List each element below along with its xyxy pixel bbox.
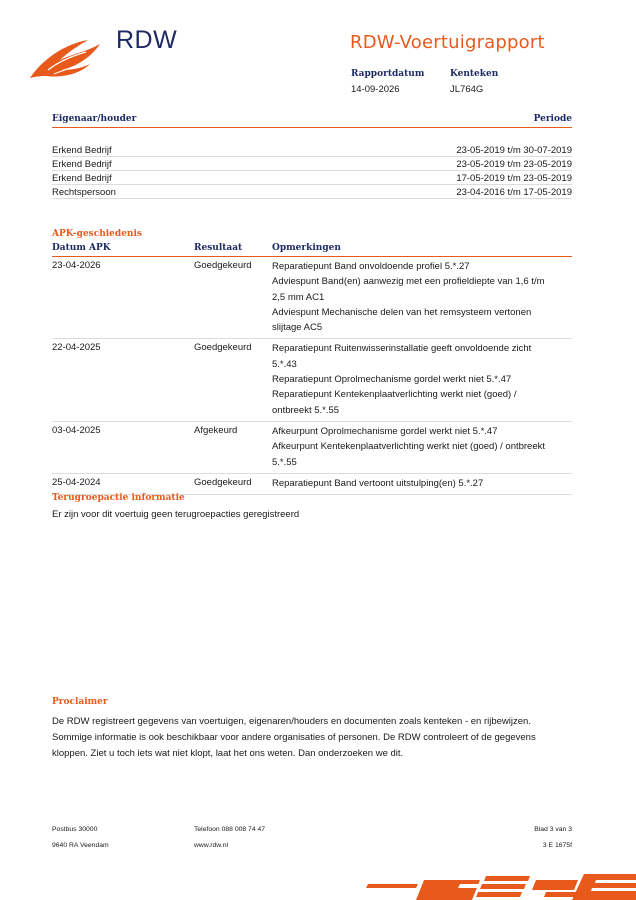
- table-row: [52, 157, 572, 171]
- owner-name: Erkend Bedrijf: [52, 145, 112, 156]
- report-date-value: 14-09-2026: [351, 84, 400, 95]
- recall-section-title: Terugroepactie informatie: [52, 493, 185, 503]
- footer-code: 3 E 1675f: [542, 842, 572, 849]
- decorative-stripes-icon: [360, 872, 636, 900]
- apk-notes: [272, 476, 572, 491]
- owners-col-owner: Eigenaar/houder: [52, 114, 137, 124]
- apk-date: 03-04-2025: [52, 424, 101, 436]
- apk-note: Reparatiepunt Ruitenwisserinstallatie geeft onvoldoende zicht: [272, 343, 532, 355]
- disclaimer-section-title: Proclaimer: [52, 697, 108, 707]
- owners-col-period: Periode: [533, 114, 572, 124]
- owner-name: Erkend Bedrijf: [52, 159, 112, 170]
- apk-note: Afkeurpunt Oprolmechanisme gordel werkt niet 5.*.47: [272, 425, 498, 437]
- brand-name: RDW: [116, 26, 178, 54]
- plate-block: [450, 69, 498, 95]
- rdw-logo-icon: [28, 30, 108, 82]
- apk-date: 25-04-2024: [52, 476, 101, 488]
- table-row: [52, 171, 572, 185]
- recall-text: Er zijn voor dit voertuig geen terugroepacties geregistreerd: [52, 509, 300, 520]
- owner-name: Rechtspersoon: [52, 187, 116, 198]
- apk-col-result: Resultaat: [194, 243, 243, 253]
- apk-note: Reparatiepunt Kentekenplaatverlichting werkt niet (goed) /: [272, 389, 517, 401]
- footer-postbus: Postbus 30000: [52, 826, 98, 833]
- footer-website[interactable]: www.rdw.nl: [194, 842, 228, 849]
- table-row: [52, 185, 572, 199]
- apk-note: 5.*.55: [272, 456, 297, 468]
- apk-notes: [272, 259, 572, 335]
- report-date-block: [351, 69, 424, 95]
- owner-period: 17-05-2019 t/m 23-05-2019: [456, 173, 572, 184]
- owners-header: [52, 114, 572, 128]
- apk-header: [52, 243, 572, 257]
- owner-period: 23-05-2019 t/m 23-05-2019: [456, 159, 572, 170]
- footer-city: 9640 RA Veendam: [52, 842, 109, 849]
- apk-list: [52, 257, 572, 495]
- apk-result: Goedgekeurd: [194, 260, 252, 271]
- report-title: RDW-Voertuigrapport: [350, 32, 545, 53]
- apk-note: Reparatiepunt Oprolmechanisme gordel werkt niet 5.*.47: [272, 374, 512, 386]
- apk-note: Afkeurpunt Kentekenplaatverlichting werkt niet (goed) / ontbreekt: [272, 441, 546, 453]
- apk-col-date: Datum APK: [52, 243, 111, 253]
- footer-page-number: Blad 3 van 3: [534, 826, 572, 833]
- owners-list: [52, 143, 572, 199]
- report-date-label: Rapportdatum: [351, 69, 425, 79]
- table-row: [52, 257, 572, 339]
- apk-result: Goedgekeurd: [194, 476, 252, 488]
- apk-note: Adviespunt Mechanische delen van het remsysteem vertonen: [272, 306, 532, 318]
- apk-note: 2,5 mm AC1: [272, 291, 325, 303]
- apk-date: 23-04-2026: [52, 260, 101, 271]
- plate-value: JL764G: [450, 84, 484, 95]
- table-row: [52, 339, 572, 421]
- apk-note: ontbreekt 5.*.55: [272, 404, 340, 416]
- apk-section-title: APK-geschiedenis: [52, 229, 142, 239]
- apk-note: slijtage AC5: [272, 322, 323, 334]
- apk-notes: [272, 341, 572, 417]
- owner-period: 23-04-2016 t/m 17-05-2019: [456, 187, 572, 198]
- apk-note: 5.*.43: [272, 358, 297, 370]
- disclaimer-text: De RDW registreert gegevens van voertuigen, eigenaren/houders en documenten zoals kenteken - en rijbewijzen. Sommige informatie is ook beschikbaar voor andere organisaties of personen. De RDW controleert of de gegevens kloppen. Ziet u toch iets wat niet klopt, laat het ons weten. Dan onderzoeken we dit.: [52, 716, 536, 759]
- plate-label: Kenteken: [450, 69, 499, 79]
- apk-note: Adviespunt Band(en) aanwezig met een profieldiepte van 1,6 t/m: [272, 276, 545, 288]
- apk-result: Afgekeurd: [194, 424, 238, 436]
- apk-notes: [272, 424, 572, 470]
- apk-date: 22-04-2025: [52, 342, 101, 354]
- apk-col-notes: Opmerkingen: [272, 243, 341, 253]
- owner-name: Erkend Bedrijf: [52, 173, 112, 184]
- apk-note: Reparatiepunt Band vertoont uitstulping(en) 5.*.27: [272, 477, 484, 489]
- apk-result: Goedgekeurd: [194, 342, 252, 354]
- footer-phone: Telefoon 088 008 74 47: [194, 826, 266, 833]
- table-row: [52, 474, 572, 495]
- apk-note: Reparatiepunt Band onvoldoende profiel 5.*.27: [272, 261, 470, 272]
- owner-period: 23-05-2019 t/m 30-07-2019: [456, 145, 572, 156]
- table-row: [52, 422, 572, 474]
- table-row: [52, 143, 572, 157]
